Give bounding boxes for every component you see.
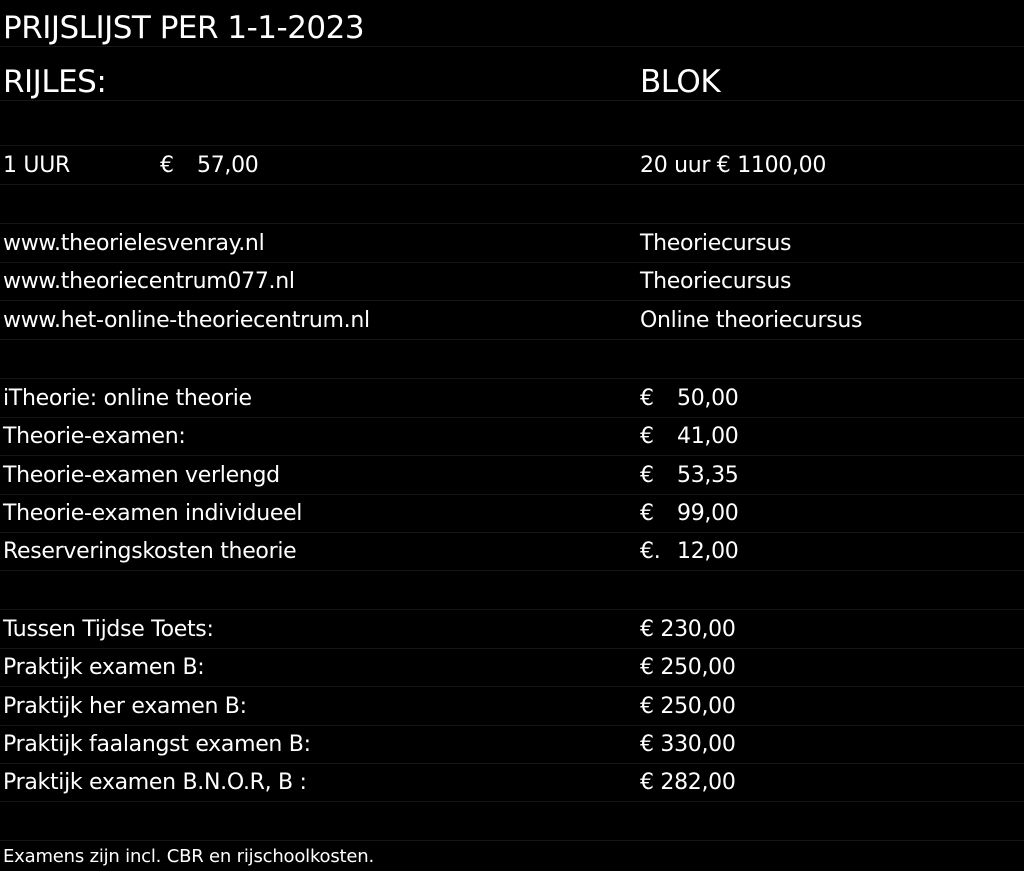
theory-amount: 53,35 bbox=[677, 463, 739, 488]
exam-price-label: Praktijk examen B.N.O.R, B : bbox=[3, 770, 307, 795]
theory-currency: € bbox=[640, 386, 654, 411]
exam-price-label: Praktijk faalangst examen B: bbox=[3, 732, 311, 757]
theory-currency: €. bbox=[640, 539, 661, 564]
website-row bbox=[0, 263, 1024, 301]
footnote-row bbox=[0, 840, 1024, 871]
theory-price-row bbox=[0, 418, 1024, 456]
theory-currency: € bbox=[640, 463, 654, 488]
exam-price-value: € 230,00 bbox=[640, 617, 736, 642]
exam-price-row bbox=[0, 611, 1024, 649]
theory-price-row bbox=[0, 380, 1024, 418]
theory-price-label: Theorie-examen individueel bbox=[3, 501, 303, 526]
website-link[interactable]: www.het-online-theoriecentrum.nl bbox=[3, 308, 370, 333]
theory-price-label: Theorie-examen: bbox=[3, 424, 186, 449]
theory-currency: € bbox=[640, 501, 654, 526]
block-price: 20 uur € 1100,00 bbox=[640, 153, 827, 178]
theory-price-value bbox=[640, 495, 738, 533]
exam-price-row bbox=[0, 726, 1024, 764]
lesson-amount: 57,00 bbox=[197, 153, 259, 178]
theory-price-value bbox=[640, 380, 738, 418]
exam-price-value: € 330,00 bbox=[640, 732, 736, 757]
exam-price-value: € 282,00 bbox=[640, 770, 736, 795]
theory-currency: € bbox=[640, 424, 654, 449]
website-description: Theoriecursus bbox=[640, 269, 792, 294]
website-description: Theoriecursus bbox=[640, 231, 792, 256]
theory-price-value bbox=[640, 457, 738, 495]
lesson-price bbox=[160, 147, 258, 185]
exam-price-row bbox=[0, 649, 1024, 687]
footnote: Examens zijn incl. CBR en rijschoolkosten. bbox=[3, 846, 374, 867]
lesson-label: 1 UUR bbox=[3, 153, 70, 178]
website-row bbox=[0, 225, 1024, 263]
title-row bbox=[0, 9, 1024, 47]
theory-price-value bbox=[640, 418, 738, 456]
empty-row bbox=[0, 572, 1024, 610]
block-header: BLOK bbox=[640, 64, 721, 100]
empty-row bbox=[0, 803, 1024, 841]
theory-amount: 50,00 bbox=[677, 386, 739, 411]
header-row bbox=[0, 63, 1024, 101]
theory-amount: 12,00 bbox=[677, 539, 739, 564]
exam-price-row bbox=[0, 688, 1024, 726]
exam-price-label: Praktijk her examen B: bbox=[3, 694, 247, 719]
exam-price-value: € 250,00 bbox=[640, 655, 736, 680]
theory-price-label: iTheorie: online theorie bbox=[3, 386, 252, 411]
empty-row bbox=[0, 341, 1024, 379]
exam-price-label: Tussen Tijdse Toets: bbox=[3, 617, 214, 642]
theory-price-row bbox=[0, 495, 1024, 533]
lesson-header: RIJLES: bbox=[3, 64, 107, 100]
theory-price-label: Reserveringskosten theorie bbox=[3, 539, 297, 564]
theory-price-row bbox=[0, 533, 1024, 571]
website-link[interactable]: www.theoriecentrum077.nl bbox=[3, 269, 295, 294]
empty-row bbox=[0, 186, 1024, 224]
theory-price-row bbox=[0, 457, 1024, 495]
lesson-row bbox=[0, 147, 1024, 185]
exam-price-row bbox=[0, 764, 1024, 802]
exam-price-value: € 250,00 bbox=[640, 694, 736, 719]
lesson-currency: € bbox=[160, 153, 174, 178]
empty-row bbox=[0, 108, 1024, 146]
page-title: PRIJSLIJST PER 1-1-2023 bbox=[3, 10, 365, 46]
theory-price-value bbox=[640, 533, 738, 571]
exam-price-label: Praktijk examen B: bbox=[3, 655, 205, 680]
website-row bbox=[0, 302, 1024, 340]
theory-amount: 41,00 bbox=[677, 424, 739, 449]
website-description: Online theoriecursus bbox=[640, 308, 863, 333]
theory-amount: 99,00 bbox=[677, 501, 739, 526]
website-link[interactable]: www.theorielesvenray.nl bbox=[3, 231, 265, 256]
theory-price-label: Theorie-examen verlengd bbox=[3, 463, 280, 488]
